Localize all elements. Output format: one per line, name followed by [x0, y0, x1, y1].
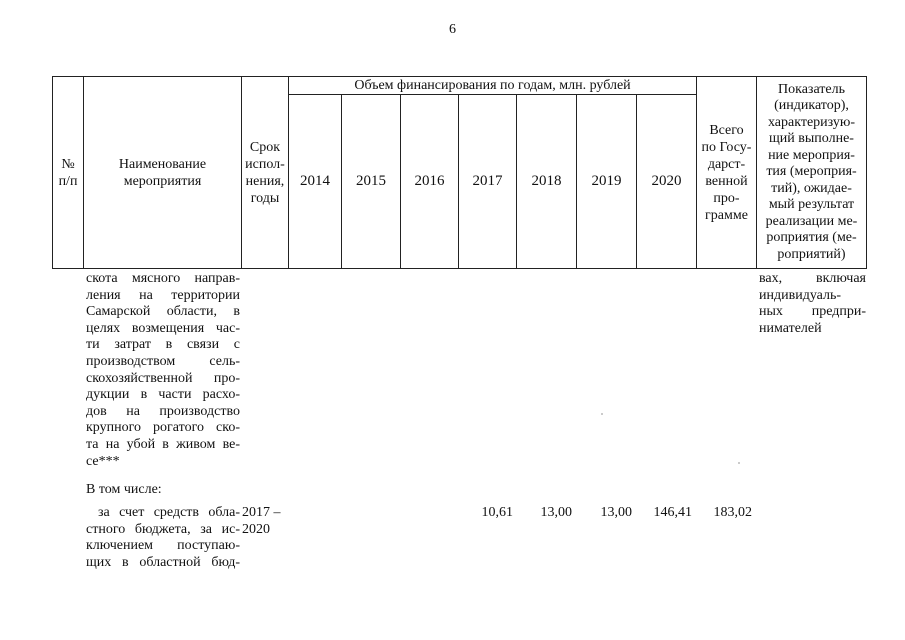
header-no: № п/п: [58, 156, 78, 189]
header-year-2019: 2019: [591, 173, 622, 189]
scan-speck: [738, 462, 740, 464]
value-total: 183,02: [713, 505, 752, 520]
funding-source: за счет средств обла- стного бюджета, за ис- ключением поступаю- щих в областной бюд-: [86, 505, 240, 570]
header-funding-group: Объем финансирования по годам, млн. рублей: [354, 78, 631, 93]
header-year-2015: 2015: [356, 173, 386, 189]
measure-name: скота мясного направ- ления на территории Самарской области, в целях возмещения час- ти затрат в связи с производством сель- скохозяйственной про- дукции в части расхо- дов на производство крупного рогатого ско- та на убой в живом ве- се***: [86, 271, 240, 469]
header-name: Наименование мероприятия: [118, 156, 207, 189]
header-year-2014: 2014: [300, 173, 330, 189]
header-year-2020: 2020: [651, 173, 682, 189]
header-indicator: Показатель (индикатор), характеризую- щий выполне- ние мероприя- тия (мероприя- тий), ожидае- мый результат реализации ме- роприятия (ме- роприятий): [765, 81, 858, 262]
header-year-2017: 2017: [472, 173, 503, 189]
page-number: 6: [449, 22, 456, 37]
value-2019: 13,00: [600, 505, 632, 520]
indicator-text: вах, включая индивидуаль- ных предпри- нимателей: [759, 271, 866, 336]
source-term: 2017 – 2020: [242, 505, 281, 537]
header-total: Всего по Госу- дарст- венной про- грамме: [701, 122, 752, 223]
value-2017: 10,61: [481, 505, 513, 520]
subheading: В том числе:: [86, 482, 162, 497]
header-term: Срок испол- нения, годы: [245, 139, 285, 206]
scan-speck: [601, 413, 603, 415]
header-year-2016: 2016: [414, 173, 445, 189]
value-2020: 146,41: [653, 505, 692, 520]
value-2018: 13,00: [540, 505, 572, 520]
header-year-2018: 2018: [531, 173, 562, 189]
